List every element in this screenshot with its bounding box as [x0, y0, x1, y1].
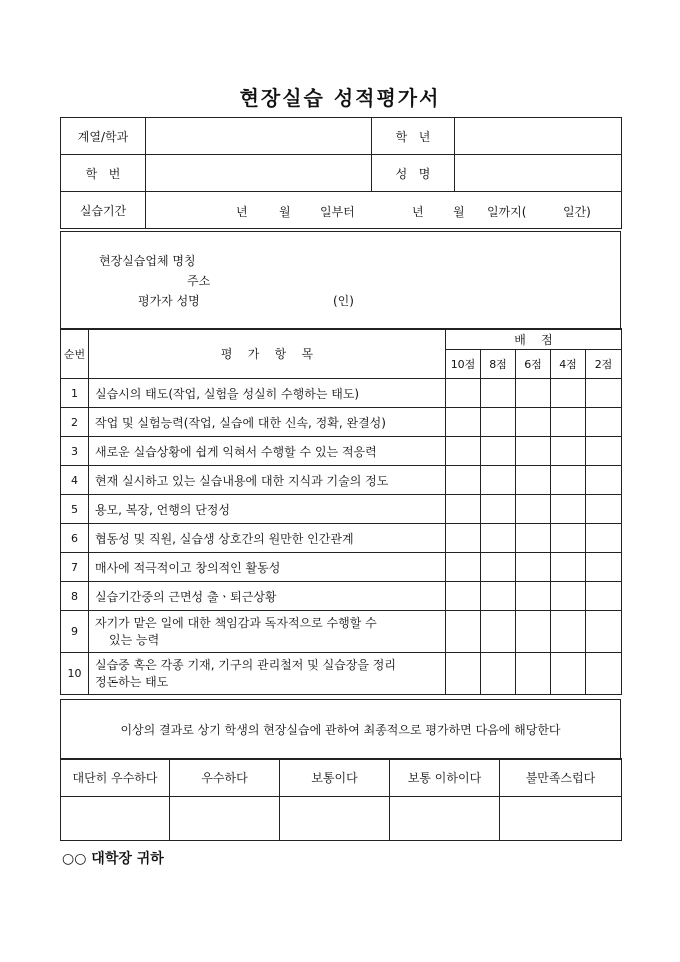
- score-cell[interactable]: [481, 582, 516, 611]
- evaluation-row: [61, 582, 622, 611]
- seal-label: (인): [333, 294, 354, 308]
- evaluation-row: [61, 524, 622, 553]
- score-cell[interactable]: [551, 611, 586, 653]
- score-cell[interactable]: [446, 611, 481, 653]
- score-cell[interactable]: [516, 582, 551, 611]
- row-number: 5: [61, 495, 89, 524]
- row-number: 1: [61, 379, 89, 408]
- footer-recipient: ○○ 대학장 귀하: [62, 851, 164, 867]
- score-cell[interactable]: [446, 582, 481, 611]
- score-cell[interactable]: [481, 495, 516, 524]
- item-header: 평 가 항 목: [89, 329, 446, 379]
- score-cell[interactable]: [516, 495, 551, 524]
- grade-average-label: 보통이다: [280, 759, 390, 797]
- item-text: [89, 653, 446, 695]
- score-cell[interactable]: [446, 437, 481, 466]
- evaluation-row: [61, 437, 622, 466]
- score-cell[interactable]: [551, 582, 586, 611]
- score-cell[interactable]: [551, 408, 586, 437]
- grade-below-average-box[interactable]: [390, 797, 500, 841]
- score-col-8: 8점: [481, 350, 516, 379]
- score-cell[interactable]: [586, 379, 622, 408]
- item-text-line1: 자기가 맡은 일에 대한 책임감과 독자적으로 수행할 수: [95, 615, 377, 630]
- item-text: 실습기간중의 근면성 출ㆍ퇴근상황: [89, 582, 446, 611]
- item-text-line1: 실습중 혹은 각종 기재, 기구의 관리철저 및 실습장을 정리: [95, 657, 396, 672]
- score-cell[interactable]: [516, 553, 551, 582]
- score-cell[interactable]: [551, 379, 586, 408]
- item-text: 현재 실시하고 있는 실습내용에 대한 지식과 기술의 정도: [89, 466, 446, 495]
- row-number: 7: [61, 553, 89, 582]
- dept-label: 계열/학과: [61, 118, 146, 155]
- score-cell[interactable]: [516, 653, 551, 695]
- evaluation-row: [61, 379, 622, 408]
- evaluation-row: [61, 611, 622, 653]
- score-cell[interactable]: [551, 653, 586, 695]
- grade-unsatisfactory-label: 불만족스럽다: [500, 759, 622, 797]
- company-address-label: 주소: [187, 274, 211, 288]
- evaluation-row: [61, 495, 622, 524]
- grades-table: [60, 758, 622, 841]
- score-col-10: 10점: [446, 350, 481, 379]
- score-cell[interactable]: [516, 408, 551, 437]
- period-start-year: 년: [236, 205, 248, 219]
- grade-good-box[interactable]: [170, 797, 280, 841]
- evaluation-row: [61, 466, 622, 495]
- name-label: 성 명: [372, 155, 455, 192]
- evaluation-row: [61, 653, 622, 695]
- score-col-4: 4점: [551, 350, 586, 379]
- score-cell[interactable]: [586, 437, 622, 466]
- item-text-line2: 정돈하는 태도: [95, 674, 169, 689]
- period-start-day: 일부터: [320, 205, 355, 219]
- student-id-label: 학 번: [61, 155, 146, 192]
- row-number: 8: [61, 582, 89, 611]
- year-field[interactable]: [455, 118, 622, 155]
- score-cell[interactable]: [481, 611, 516, 653]
- grade-excellent-box[interactable]: [61, 797, 170, 841]
- summary-table: [60, 699, 621, 760]
- score-cell[interactable]: [481, 553, 516, 582]
- score-cell[interactable]: [516, 611, 551, 653]
- score-cell[interactable]: [481, 466, 516, 495]
- item-text: 용모, 복장, 언행의 단정성: [89, 495, 446, 524]
- score-cell[interactable]: [551, 524, 586, 553]
- period-end-month: 월: [453, 205, 465, 219]
- company-info-cell[interactable]: [61, 232, 621, 330]
- period-end-year: 년: [412, 205, 424, 219]
- score-cell[interactable]: [446, 524, 481, 553]
- period-field[interactable]: [146, 192, 622, 229]
- period-days: 일간): [563, 205, 591, 219]
- score-cell[interactable]: [481, 653, 516, 695]
- item-text-line2: 있는 능력: [109, 632, 160, 647]
- row-number: 2: [61, 408, 89, 437]
- grade-good-label: 우수하다: [170, 759, 280, 797]
- score-cell[interactable]: [481, 379, 516, 408]
- score-cell[interactable]: [446, 653, 481, 695]
- no-header: 순번: [61, 329, 89, 379]
- grade-average-box[interactable]: [280, 797, 390, 841]
- score-cell[interactable]: [586, 553, 622, 582]
- grade-unsatisfactory-box[interactable]: [500, 797, 622, 841]
- score-cell[interactable]: [446, 553, 481, 582]
- score-cell[interactable]: [516, 437, 551, 466]
- student-id-field[interactable]: [146, 155, 372, 192]
- item-text: 새로운 실습상황에 쉽게 익혀서 수행할 수 있는 적응력: [89, 437, 446, 466]
- document-title: 현장실습 성적평가서: [239, 86, 441, 110]
- dept-field[interactable]: [146, 118, 372, 155]
- grade-excellent-label: 대단히 우수하다: [61, 759, 170, 797]
- score-cell[interactable]: [586, 408, 622, 437]
- student-info-table: [60, 117, 622, 229]
- score-cell[interactable]: [516, 466, 551, 495]
- year-label: 학 년: [372, 118, 455, 155]
- row-number: 6: [61, 524, 89, 553]
- period-start-month: 월: [279, 205, 291, 219]
- score-cell[interactable]: [586, 582, 622, 611]
- score-header: 배 점: [446, 329, 622, 350]
- score-cell[interactable]: [481, 437, 516, 466]
- evaluation-row: [61, 553, 622, 582]
- evaluation-table: [60, 328, 622, 695]
- period-end-day: 일까지(: [487, 205, 527, 219]
- row-number: 10: [61, 653, 89, 695]
- score-cell[interactable]: [586, 611, 622, 653]
- item-text: 실습시의 태도(작업, 실험을 성실히 수행하는 태도): [89, 379, 446, 408]
- item-text: [89, 611, 446, 653]
- row-number: 3: [61, 437, 89, 466]
- score-cell[interactable]: [551, 495, 586, 524]
- score-cell[interactable]: [551, 553, 586, 582]
- score-cell[interactable]: [586, 466, 622, 495]
- item-text: 작업 및 실험능력(작업, 실습에 대한 신속, 정확, 완결성): [89, 408, 446, 437]
- summary-text: 이상의 결과로 상기 학생의 현장실습에 관하여 최종적으로 평가하면 다음에 해당한다: [61, 700, 621, 760]
- score-cell[interactable]: [551, 466, 586, 495]
- score-cell[interactable]: [446, 379, 481, 408]
- period-label: 실습기간: [61, 192, 146, 229]
- score-cell[interactable]: [586, 524, 622, 553]
- score-cell[interactable]: [551, 437, 586, 466]
- score-cell[interactable]: [446, 495, 481, 524]
- score-cell[interactable]: [481, 524, 516, 553]
- row-number: 9: [61, 611, 89, 653]
- name-field[interactable]: [455, 155, 622, 192]
- score-cell[interactable]: [481, 408, 516, 437]
- score-col-6: 6점: [516, 350, 551, 379]
- score-cell[interactable]: [586, 653, 622, 695]
- grade-below-average-label: 보통 이하이다: [390, 759, 500, 797]
- score-cell[interactable]: [446, 466, 481, 495]
- company-name-label: 현장실습업체 명칭: [99, 254, 196, 268]
- item-text: 매사에 적극적이고 창의적인 활동성: [89, 553, 446, 582]
- evaluator-name-label: 평가자 성명: [138, 294, 200, 308]
- evaluation-rows: [61, 379, 622, 695]
- score-cell[interactable]: [586, 495, 622, 524]
- row-number: 4: [61, 466, 89, 495]
- score-cell[interactable]: [516, 379, 551, 408]
- evaluation-row: [61, 408, 622, 437]
- score-col-2: 2점: [586, 350, 622, 379]
- score-cell[interactable]: [516, 524, 551, 553]
- company-info-table: [60, 231, 621, 330]
- score-cell[interactable]: [446, 408, 481, 437]
- item-text: 협동성 및 직원, 실습생 상호간의 원만한 인간관계: [89, 524, 446, 553]
